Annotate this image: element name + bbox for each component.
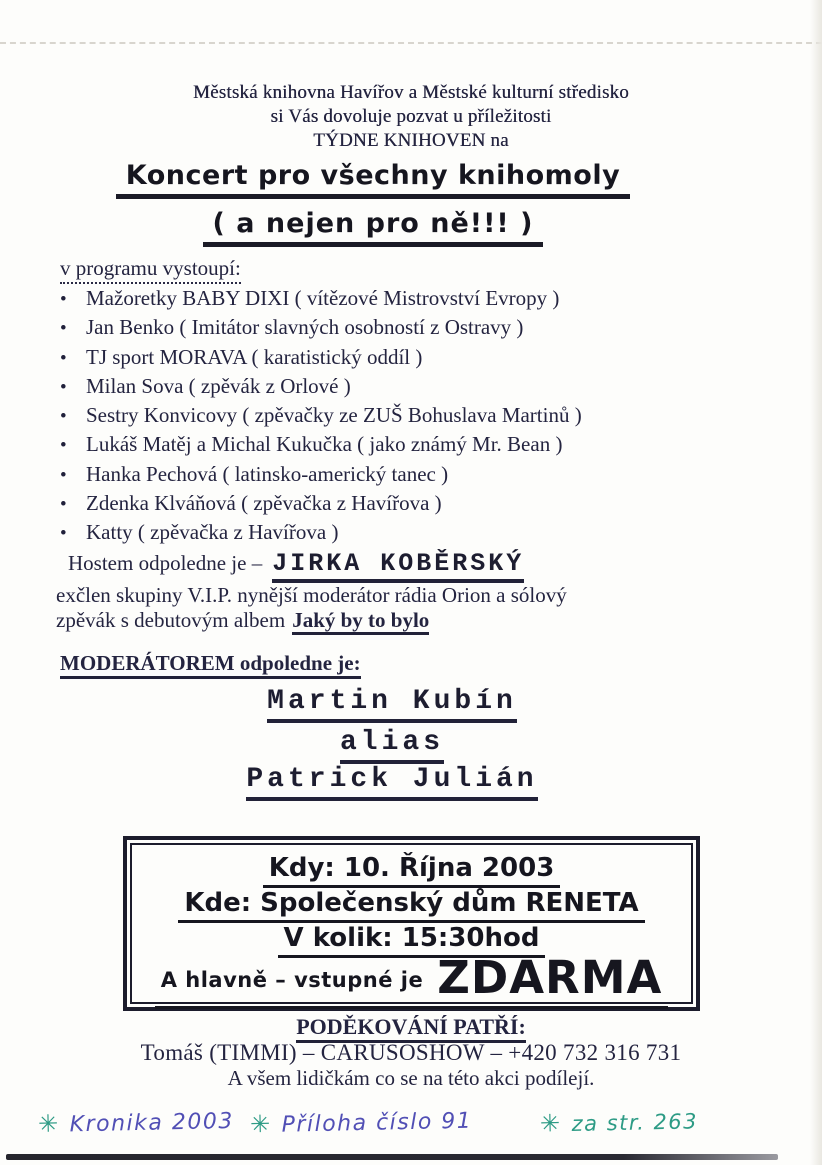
- scan-artifact-line: [0, 42, 822, 44]
- event-time: V kolik: 15:30hod: [132, 923, 691, 958]
- guest-description-line2-prefix: zpěvák s debutovým albem: [56, 608, 286, 632]
- event-details-box: [123, 836, 700, 1011]
- handwritten-note-priloha: [250, 1106, 473, 1139]
- program-item: • Jan Benko ( Imitátor slavných osobností z Ostravy ): [60, 313, 582, 342]
- program-item: • Zdenka Klváňová ( zpěvačka z Havířova ): [60, 489, 582, 518]
- handwritten-note-kronika: [38, 1106, 234, 1138]
- program-item: • Mažoretky BABY DIXI ( vítězové Mistrovství Evropy ): [60, 284, 582, 313]
- guest-description-line2: [56, 608, 429, 633]
- program-item: • Hanka Pechová ( latinsko-americký tanec ): [60, 460, 582, 489]
- guest-line: [68, 549, 524, 578]
- program-item: • TJ sport MORAVA ( karatistický oddíl ): [60, 343, 582, 372]
- moderator-heading: MODERÁTOREM odpoledne je:: [60, 651, 361, 676]
- admission-prefix: A hlavně – vstupné je: [160, 968, 424, 992]
- program-item: • Lukáš Matěj a Michal Kukučka ( jako známý Mr. Bean ): [60, 430, 582, 459]
- program-item: • Milan Sova ( zpěvák z Orlové ): [60, 372, 582, 401]
- program-item: • Sestry Konvicovy ( zpěvačky ze ZUŠ Bohuslava Martinů ): [60, 401, 582, 430]
- event-when: Kdy: 10. Října 2003: [132, 853, 691, 888]
- moderator-name-2: Patrick Julián: [0, 764, 784, 801]
- event-details-inner-border: [130, 843, 693, 1004]
- moderator-alias: alias: [0, 727, 784, 764]
- event-admission: [132, 951, 691, 1009]
- thanks-contact: Tomáš (TIMMI) – CARUSOSHOW – +420 732 316 731: [140, 1040, 682, 1065]
- program-heading: v programu vystoupí:: [60, 256, 241, 281]
- organizer-line: Městská knihovna Havířov a Městské kulturní středisko: [193, 82, 629, 103]
- album-title: Jaký by to bylo: [292, 608, 429, 635]
- moderator-name-1: Martin Kubín: [0, 686, 784, 723]
- admission-free-word: ZDARMA: [437, 951, 663, 1004]
- event-title-line1: Koncert pro všechny knihomoly: [0, 160, 746, 199]
- event-title-line2: ( a nejen pro ně!!! ): [0, 208, 746, 247]
- scan-edge-shading: [810, 0, 822, 1165]
- guest-prefix: Hostem odpoledne je –: [68, 551, 263, 575]
- guest-name: JIRKA KOBĚRSKÝ: [272, 549, 524, 583]
- asterisk-icon: ✳: [539, 1109, 562, 1138]
- program-item: • Katty ( zpěvačka z Havířova ): [60, 518, 582, 547]
- invitation-line: si Vás dovoluje pozvat u příležitosti: [270, 106, 552, 127]
- guest-description-line1: exčlen skupiny V.I.P. nynější moderátor rádia Orion a sólový: [56, 583, 567, 607]
- handwritten-note-page: [540, 1106, 699, 1137]
- thanks-closing: A všem lidičkám co se na této akci podílejí.: [227, 1066, 595, 1090]
- asterisk-icon: ✳: [37, 1109, 60, 1139]
- note-text: Příloha číslo 91: [281, 1108, 473, 1138]
- note-text: za str. 263: [571, 1109, 699, 1136]
- event-where: Kde: Společenský dům RENETA: [132, 888, 691, 923]
- occasion-line: TÝDNE KNIHOVEN na: [313, 130, 509, 151]
- scan-page-bottom-edge: [6, 1154, 778, 1160]
- program-list: [60, 284, 582, 548]
- asterisk-icon: ✳: [249, 1109, 272, 1139]
- note-text: Kronika 2003: [69, 1108, 235, 1138]
- thanks-heading: PODĚKOVÁNÍ PATŘÍ:: [0, 1014, 822, 1040]
